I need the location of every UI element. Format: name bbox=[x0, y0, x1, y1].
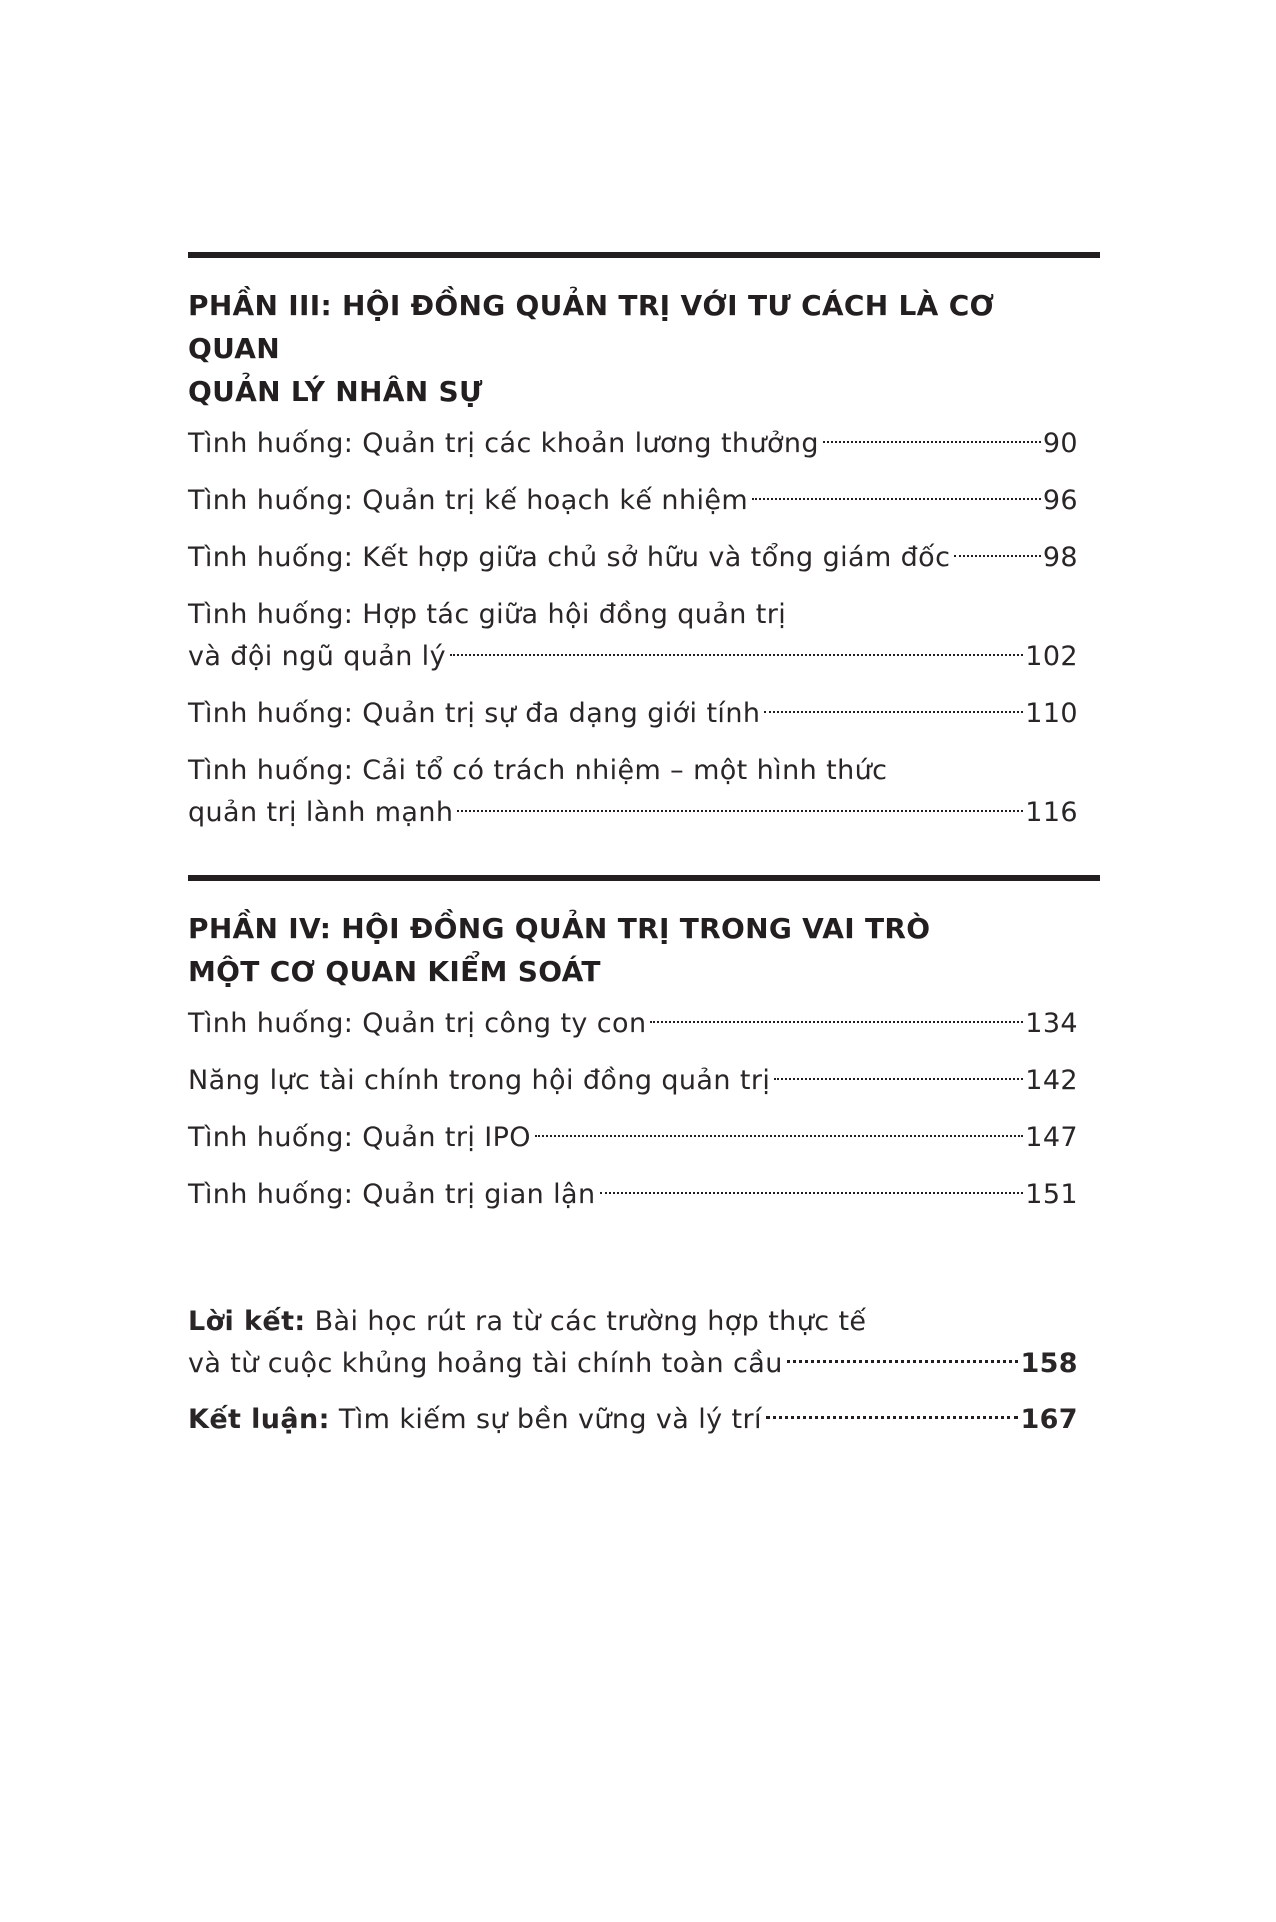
toc-entry-epilogue[interactable] bbox=[188, 1301, 1078, 1385]
toc-entry[interactable] bbox=[188, 1003, 1078, 1045]
dot-leader bbox=[457, 810, 1023, 812]
dot-leader bbox=[787, 1360, 1019, 1363]
dot-leader bbox=[774, 1078, 1023, 1080]
toc-entry-title: Tình huống: Kết hợp giữa chủ sở hữu và tổng giám đốc bbox=[188, 542, 951, 573]
toc-entry-page: 134 bbox=[1025, 1008, 1078, 1039]
toc-entry-conclusion[interactable] bbox=[188, 1399, 1078, 1441]
toc-entry-title: Tình huống: Quản trị các khoản lương thưởng bbox=[188, 428, 819, 459]
section-divider bbox=[188, 875, 1100, 881]
toc-entry-title: Tình huống: Quản trị gian lận bbox=[188, 1179, 596, 1210]
toc-entry-page: 147 bbox=[1025, 1122, 1078, 1153]
toc-entry[interactable] bbox=[188, 693, 1078, 735]
toc-entry-title-line-2: quản trị lành mạnh bbox=[188, 797, 454, 828]
epilogue-page: 158 bbox=[1020, 1348, 1078, 1379]
part-3-entries bbox=[188, 423, 1078, 834]
toc-entry-title-line-2: và đội ngũ quản lý bbox=[188, 641, 446, 672]
toc-entry[interactable] bbox=[188, 537, 1078, 579]
toc-entry[interactable] bbox=[188, 423, 1078, 465]
epilogue-title-line-2: và từ cuộc khủng hoảng tài chính toàn cầu bbox=[188, 1348, 783, 1379]
section-divider bbox=[188, 252, 1100, 258]
dot-leader bbox=[600, 1192, 1024, 1194]
part-4-title-line-2: MỘT CƠ QUAN KIỂM SOÁT bbox=[188, 955, 601, 988]
toc-entry-page: 96 bbox=[1042, 485, 1078, 516]
toc-entry-title-line-1: Tình huống: Cải tổ có trách nhiệm – một hình thức bbox=[188, 755, 888, 786]
part-3-title-line-2: QUẢN LÝ NHÂN SỰ bbox=[188, 375, 483, 408]
epilogue-title-line-1: Bài học rút ra từ các trường hợp thực tế bbox=[305, 1306, 867, 1337]
dot-leader bbox=[450, 654, 1023, 656]
toc-entry-page: 110 bbox=[1025, 698, 1078, 729]
part-3-title-line-1: PHẦN III: HỘI ĐỒNG QUẢN TRỊ VỚI TƯ CÁCH LÀ CƠ QUAN bbox=[188, 289, 995, 365]
toc-entry-title-line-1: Tình huống: Hợp tác giữa hội đồng quản trị bbox=[188, 599, 787, 630]
part-4-heading bbox=[188, 907, 1088, 993]
toc-entry-title: Tình huống: Quản trị công ty con bbox=[188, 1008, 647, 1039]
dot-leader bbox=[823, 441, 1041, 443]
part-4-entries bbox=[188, 1003, 1078, 1216]
epilogue-label: Lời kết: bbox=[188, 1306, 306, 1337]
toc-entry-title: Năng lực tài chính trong hội đồng quản trị bbox=[188, 1065, 771, 1096]
toc-entry-page: 151 bbox=[1025, 1179, 1078, 1210]
part-4-title-line-1: PHẦN IV: HỘI ĐỒNG QUẢN TRỊ TRONG VAI TRÒ bbox=[188, 912, 931, 945]
toc-entry-page: 116 bbox=[1025, 797, 1078, 828]
dot-leader bbox=[535, 1135, 1023, 1137]
dot-leader bbox=[752, 498, 1041, 500]
toc-entry[interactable] bbox=[188, 750, 1078, 834]
toc-entry-title: Tình huống: Quản trị kế hoạch kế nhiệm bbox=[188, 485, 749, 516]
toc-entry-page: 102 bbox=[1025, 641, 1078, 672]
dot-leader bbox=[650, 1021, 1023, 1023]
conclusion-label: Kết luận: bbox=[188, 1404, 330, 1435]
dot-leader bbox=[954, 555, 1040, 557]
conclusion-page: 167 bbox=[1020, 1404, 1078, 1435]
toc-entry-title: Tình huống: Quản trị sự đa dạng giới tính bbox=[188, 698, 761, 729]
conclusion-title: Tìm kiếm sự bền vững và lý trí bbox=[329, 1404, 762, 1435]
toc-entry-page: 142 bbox=[1025, 1065, 1078, 1096]
toc-entry-page: 90 bbox=[1042, 428, 1078, 459]
table-of-contents bbox=[188, 252, 1100, 1455]
toc-entry-title: Tình huống: Quản trị IPO bbox=[188, 1122, 531, 1153]
toc-entry[interactable] bbox=[188, 1174, 1078, 1216]
dot-leader bbox=[766, 1416, 1019, 1419]
part-3-heading bbox=[188, 284, 1088, 413]
toc-entry[interactable] bbox=[188, 1060, 1078, 1102]
toc-entry-page: 98 bbox=[1042, 542, 1078, 573]
closing-entries bbox=[188, 1301, 1078, 1441]
toc-entry[interactable] bbox=[188, 480, 1078, 522]
dot-leader bbox=[764, 711, 1023, 713]
toc-entry[interactable] bbox=[188, 594, 1078, 678]
toc-entry[interactable] bbox=[188, 1117, 1078, 1159]
